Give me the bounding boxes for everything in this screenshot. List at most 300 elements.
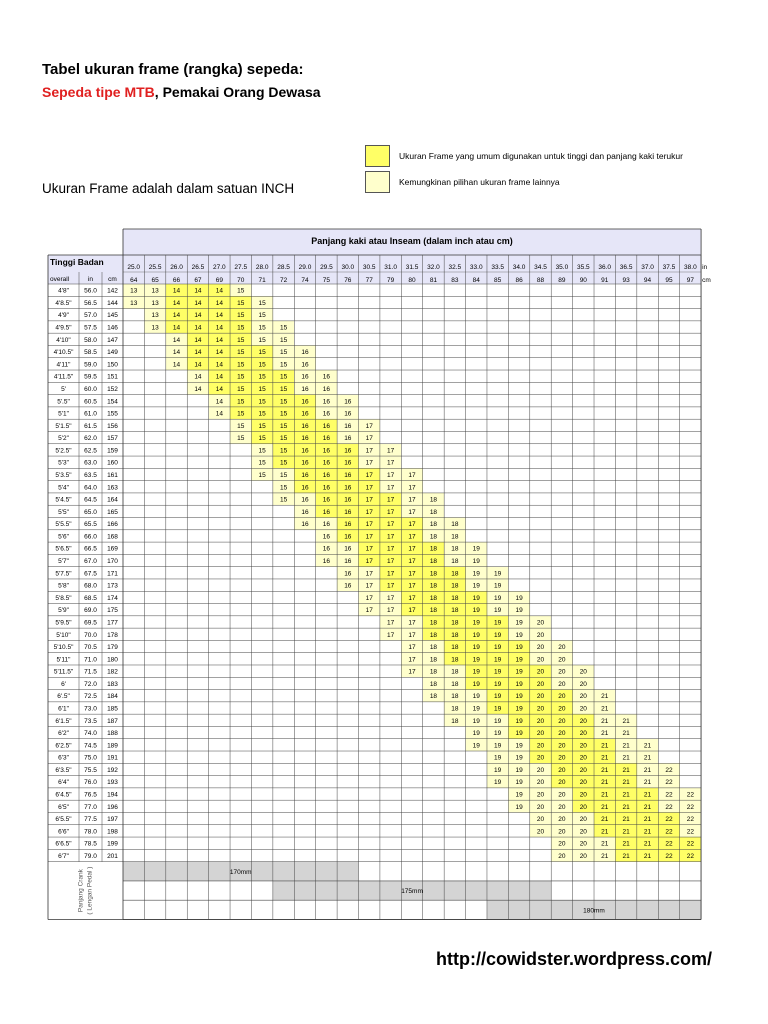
frame-size-value: 16 xyxy=(322,435,331,443)
frame-size-value: 19 xyxy=(494,644,502,652)
frame-size-value: 19 xyxy=(494,631,502,639)
inseam-in-value: 34.5 xyxy=(534,264,547,271)
frame-size-value: 16 xyxy=(344,422,352,430)
frame-size-value: 14 xyxy=(215,398,223,406)
inseam-cm-value: 80 xyxy=(408,277,416,284)
frame-size-value: 16 xyxy=(322,558,331,566)
frame-size-value: 21 xyxy=(622,791,630,799)
bike-type: Sepeda tipe MTB xyxy=(42,84,155,100)
frame-size-value: 15 xyxy=(237,336,245,344)
frame-size-value: 20 xyxy=(536,779,545,787)
height-in: 65.0 xyxy=(84,508,97,516)
frame-size-value: 21 xyxy=(601,730,609,738)
height-cm: 194 xyxy=(107,791,118,799)
frame-size-value: 19 xyxy=(494,766,502,774)
unit-in-label: in xyxy=(702,264,708,271)
height-in: 63.5 xyxy=(84,471,97,479)
height-cm: 174 xyxy=(107,594,118,602)
frame-size-value: 21 xyxy=(622,852,630,860)
height-overall: 4'9" xyxy=(58,312,69,320)
frame-size-value: 22 xyxy=(665,779,673,787)
frame-size-value: 22 xyxy=(665,791,673,799)
frame-size-value: 21 xyxy=(622,803,630,811)
frame-size-value: 18 xyxy=(451,545,459,553)
frame-size-value: 17 xyxy=(408,533,416,541)
height-overall: 6'2" xyxy=(58,730,69,738)
frame-size-value: 18 xyxy=(429,533,438,541)
frame-size-value: 15 xyxy=(237,299,245,307)
frame-size-value: 21 xyxy=(643,791,652,799)
inseam-cm-value: 97 xyxy=(686,277,694,284)
frame-size-value: 18 xyxy=(451,705,459,713)
frame-size-value: 15 xyxy=(279,361,288,369)
height-cm: 163 xyxy=(107,484,118,492)
frame-size-value: 21 xyxy=(643,828,652,836)
frame-size-value: 20 xyxy=(558,754,566,762)
height-cm: 165 xyxy=(107,508,118,516)
frame-size-value: 18 xyxy=(451,631,459,639)
height-overall: 5'11.5" xyxy=(53,668,74,676)
frame-size-value: 15 xyxy=(237,385,245,393)
frame-size-value: 20 xyxy=(536,680,545,688)
source-url[interactable]: http://cowidster.wordpress.com/ xyxy=(436,949,713,969)
frame-size-value: 19 xyxy=(515,656,523,664)
height-cm: 182 xyxy=(107,668,118,676)
height-overall: 5'1" xyxy=(58,410,69,418)
frame-size-value: 18 xyxy=(451,582,459,590)
frame-size-value: 21 xyxy=(622,730,630,738)
frame-size-value: 18 xyxy=(429,582,438,590)
frame-size-value: 17 xyxy=(387,533,395,541)
frame-size-value: 20 xyxy=(536,644,545,652)
height-in: 61.0 xyxy=(84,410,97,418)
inseam-in-value: 26.5 xyxy=(191,264,205,271)
height-overall: 4'8" xyxy=(58,287,69,295)
height-cm: 191 xyxy=(107,754,118,762)
frame-size-value: 16 xyxy=(322,373,331,381)
frame-size-value: 22 xyxy=(686,816,694,824)
height-overall: 6'3.5" xyxy=(55,766,72,774)
inseam-in-value: 29.0 xyxy=(298,264,312,271)
frame-size-value: 14 xyxy=(215,336,223,344)
legend-primary-text: Ukuran Frame yang umum digunakan untuk tinggi dan panjang kaki terukur xyxy=(399,151,683,161)
frame-size-value: 17 xyxy=(365,582,373,590)
frame-size-value: 18 xyxy=(429,607,438,615)
height-overall: 6' xyxy=(61,680,66,688)
frame-size-value: 14 xyxy=(194,349,202,357)
frame-size-value: 16 xyxy=(344,533,352,541)
frame-size-value: 16 xyxy=(301,373,309,381)
frame-size-value: 19 xyxy=(515,594,523,602)
frame-size-value: 15 xyxy=(258,312,266,320)
inseam-in-value: 35.5 xyxy=(576,264,590,271)
frame-size-value: 20 xyxy=(558,717,566,725)
height-in: 68.5 xyxy=(84,594,97,602)
frame-size-value: 16 xyxy=(344,582,352,590)
frame-size-value: 16 xyxy=(301,471,309,479)
height-in: 61.5 xyxy=(84,422,97,430)
frame-size-value: 19 xyxy=(515,693,523,701)
height-in: 75.5 xyxy=(84,766,97,774)
frame-size-value: 19 xyxy=(494,594,502,602)
frame-size-value: 16 xyxy=(322,508,331,516)
frame-size-value: 20 xyxy=(558,840,566,848)
frame-size-value: 17 xyxy=(408,521,416,529)
frame-size-value: 19 xyxy=(472,607,480,615)
height-overall: 6'1" xyxy=(58,705,69,713)
height-cm: 146 xyxy=(107,324,118,332)
frame-size-value: 20 xyxy=(579,816,587,824)
height-cm: 201 xyxy=(107,852,118,860)
frame-size-value: 19 xyxy=(515,668,523,676)
frame-size-value: 20 xyxy=(558,705,566,713)
height-overall: 5'3" xyxy=(58,459,69,467)
frame-size-value: 15 xyxy=(237,435,245,443)
frame-size-value: 16 xyxy=(301,521,309,529)
frame-size-value: 14 xyxy=(194,324,202,332)
body-height-title: Tinggi Badan xyxy=(50,257,104,267)
frame-size-value: 20 xyxy=(558,779,566,787)
inseam-cm-value: 95 xyxy=(665,277,673,284)
frame-size-value: 22 xyxy=(665,852,673,860)
height-cm: 197 xyxy=(107,816,118,824)
crank-bar-label: 175mm xyxy=(401,888,423,896)
frame-size-value: 15 xyxy=(258,398,266,406)
frame-size-value: 21 xyxy=(601,816,609,824)
frame-size-value: 19 xyxy=(515,791,523,799)
height-overall: 6'6" xyxy=(58,828,69,836)
frame-size-value: 17 xyxy=(408,484,416,492)
inseam-cm-value: 90 xyxy=(579,277,587,284)
frame-size-value: 21 xyxy=(622,766,630,774)
height-in: 71.0 xyxy=(84,656,97,664)
frame-size-value: 14 xyxy=(215,349,223,357)
height-overall: 6'4.5" xyxy=(55,791,72,799)
frame-size-value: 15 xyxy=(279,496,288,504)
inseam-in-value: 31.0 xyxy=(384,264,397,271)
frame-size-value: 17 xyxy=(387,545,395,553)
frame-size-value: 16 xyxy=(322,410,331,418)
frame-size-value: 16 xyxy=(322,385,331,393)
frame-size-value: 17 xyxy=(408,631,416,639)
height-in: 62.5 xyxy=(84,447,97,455)
inseam-cm-value: 81 xyxy=(429,277,438,284)
frame-size-value: 20 xyxy=(536,717,545,725)
inseam-in-value: 38.0 xyxy=(684,264,697,271)
inseam-in-value: 37.0 xyxy=(641,264,654,271)
height-in: 72.0 xyxy=(84,680,97,688)
frame-size-value: 14 xyxy=(215,324,223,332)
frame-size-value: 17 xyxy=(387,582,395,590)
frame-size-value: 14 xyxy=(215,410,223,418)
height-cm: 185 xyxy=(107,705,118,713)
height-cm: 187 xyxy=(107,717,118,725)
frame-size-value: 19 xyxy=(515,742,523,750)
frame-size-value: 19 xyxy=(515,705,523,713)
frame-size-value: 20 xyxy=(579,730,587,738)
frame-size-value: 15 xyxy=(258,422,266,430)
frame-size-value: 17 xyxy=(365,607,373,615)
col-overall-label: overall xyxy=(50,276,70,283)
height-in: 60.5 xyxy=(84,398,97,406)
frame-size-value: 17 xyxy=(408,607,416,615)
frame-size-value: 20 xyxy=(536,631,545,639)
frame-size-value: 16 xyxy=(344,398,352,406)
height-cm: 144 xyxy=(107,299,118,307)
frame-size-value: 20 xyxy=(579,754,587,762)
height-overall: 6'.5" xyxy=(57,693,70,701)
frame-size-value: 19 xyxy=(472,705,480,713)
frame-size-value: 18 xyxy=(451,558,459,566)
frame-size-value: 15 xyxy=(279,349,288,357)
inseam-cm-value: 71 xyxy=(258,277,266,284)
frame-size-value: 20 xyxy=(536,730,545,738)
inseam-in-value: 27.0 xyxy=(213,264,226,271)
frame-size-value: 21 xyxy=(601,754,609,762)
frame-size-value: 16 xyxy=(344,496,352,504)
height-cm: 164 xyxy=(107,496,118,504)
height-cm: 175 xyxy=(107,607,118,615)
height-cm: 192 xyxy=(107,766,118,774)
frame-size-value: 16 xyxy=(344,484,352,492)
inseam-in-value: 28.0 xyxy=(255,264,269,271)
frame-size-value: 20 xyxy=(558,644,566,652)
frame-size-value: 16 xyxy=(301,410,309,418)
frame-size-value: 18 xyxy=(429,594,438,602)
frame-size-value: 20 xyxy=(536,742,545,750)
height-in: 78.5 xyxy=(84,840,97,848)
frame-size-value: 21 xyxy=(643,766,652,774)
height-in: 74.0 xyxy=(84,730,97,738)
height-cm: 160 xyxy=(107,459,118,467)
frame-size-value: 19 xyxy=(515,607,523,615)
inseam-cm-value: 88 xyxy=(536,277,545,284)
frame-size-value: 18 xyxy=(451,619,459,627)
height-overall: 5'9.5" xyxy=(55,619,72,627)
frame-size-value: 17 xyxy=(408,558,416,566)
unit-note: Ukuran Frame adalah dalam satuan INCH xyxy=(42,181,295,196)
inseam-in-value: 25.0 xyxy=(127,264,141,271)
frame-size-value: 21 xyxy=(622,779,630,787)
height-in: 67.0 xyxy=(84,558,97,566)
frame-size-value: 22 xyxy=(686,840,694,848)
inseam-in-value: 35.0 xyxy=(555,264,569,271)
frame-size-value: 17 xyxy=(408,594,416,602)
frame-size-value: 17 xyxy=(408,619,416,627)
frame-size-value: 18 xyxy=(429,631,438,639)
height-in: 69.0 xyxy=(84,607,97,615)
frame-size-value: 20 xyxy=(579,668,587,676)
frame-size-value: 14 xyxy=(215,299,223,307)
frame-size-value: 20 xyxy=(536,656,545,664)
frame-size-value: 21 xyxy=(601,828,609,836)
frame-size-value: 18 xyxy=(429,545,438,553)
height-in: 68.0 xyxy=(84,582,97,590)
frame-size-value: 19 xyxy=(494,668,502,676)
crank-bar-label: 170mm xyxy=(229,868,252,876)
frame-size-value: 19 xyxy=(472,680,480,688)
frame-size-value: 22 xyxy=(665,803,673,811)
frame-size-value: 17 xyxy=(387,631,395,639)
inseam-title: Panjang kaki atau Inseam (dalam inch atau cm) xyxy=(311,236,513,246)
inseam-in-value: 31.5 xyxy=(405,264,419,271)
height-overall: 5'1.5" xyxy=(55,422,72,430)
frame-size-value: 16 xyxy=(344,545,352,553)
frame-size-value: 17 xyxy=(365,570,373,578)
frame-size-value: 20 xyxy=(558,656,566,664)
frame-size-value: 20 xyxy=(558,730,566,738)
frame-size-value: 19 xyxy=(472,742,480,750)
height-in: 65.5 xyxy=(84,521,97,529)
frame-size-value: 20 xyxy=(579,852,587,860)
frame-size-value: 16 xyxy=(301,435,309,443)
frame-size-value: 14 xyxy=(215,385,223,393)
frame-size-value: 16 xyxy=(322,422,331,430)
frame-size-value: 21 xyxy=(601,779,609,787)
frame-size-value: 15 xyxy=(279,385,288,393)
height-cm: 157 xyxy=(107,435,118,443)
height-in: 77.5 xyxy=(84,816,97,824)
frame-size-value: 20 xyxy=(579,742,587,750)
height-overall: 5'9" xyxy=(58,607,69,615)
frame-size-value: 20 xyxy=(558,680,566,688)
height-overall: 6'1.5" xyxy=(55,717,72,725)
frame-size-value: 21 xyxy=(622,840,630,848)
frame-size-value: 22 xyxy=(686,852,694,860)
frame-size-value: 20 xyxy=(558,816,566,824)
frame-size-value: 19 xyxy=(472,619,480,627)
frame-size-value: 14 xyxy=(194,312,202,320)
frame-size-value: 19 xyxy=(494,570,502,578)
height-overall: 4'9.5" xyxy=(55,324,72,332)
height-cm: 183 xyxy=(107,680,118,688)
frame-size-value: 19 xyxy=(494,779,502,787)
frame-size-value: 16 xyxy=(301,361,309,369)
frame-size-value: 19 xyxy=(472,717,480,725)
height-overall: 5'.5" xyxy=(57,398,70,406)
height-overall: 5'6.5" xyxy=(55,545,72,553)
crank-length-label xyxy=(78,867,94,915)
frame-size-value: 19 xyxy=(494,680,502,688)
height-cm: 166 xyxy=(107,521,118,529)
frame-size-value: 20 xyxy=(579,680,587,688)
frame-size-value: 20 xyxy=(536,828,545,836)
frame-size-value: 19 xyxy=(515,766,523,774)
frame-size-value: 16 xyxy=(344,558,352,566)
frame-size-value: 15 xyxy=(237,422,245,430)
frame-size-value: 15 xyxy=(279,336,288,344)
frame-size-value: 22 xyxy=(665,840,673,848)
frame-size-value: 19 xyxy=(472,730,480,738)
frame-size-value: 16 xyxy=(322,533,331,541)
frame-size-value: 14 xyxy=(194,336,202,344)
frame-size-value: 19 xyxy=(494,730,502,738)
inseam-cm-value: 70 xyxy=(237,277,245,284)
inseam-in-value: 28.5 xyxy=(277,264,290,271)
frame-size-value: 17 xyxy=(365,422,373,430)
inseam-cm-value: 72 xyxy=(279,277,288,284)
frame-size-value: 21 xyxy=(622,754,630,762)
frame-size-value: 15 xyxy=(279,410,288,418)
frame-size-value: 14 xyxy=(172,312,181,320)
frame-size-value: 19 xyxy=(472,582,480,590)
frame-size-value: 19 xyxy=(494,717,502,725)
frame-size-value: 21 xyxy=(643,779,652,787)
frame-size-value: 17 xyxy=(408,570,416,578)
legend-secondary-text: Kemungkinan pilihan ukuran frame lainnya xyxy=(399,177,560,187)
height-cm: 178 xyxy=(107,631,118,639)
inseam-cm-value: 94 xyxy=(643,277,652,284)
frame-size-value: 16 xyxy=(301,385,309,393)
inseam-cm-value: 89 xyxy=(558,277,566,284)
frame-size-value: 16 xyxy=(322,471,331,479)
frame-size-value: 19 xyxy=(515,730,523,738)
col-in-label: in xyxy=(87,276,94,283)
inseam-in-value: 25.5 xyxy=(148,264,162,271)
frame-size-value: 16 xyxy=(344,447,352,455)
frame-size-value: 14 xyxy=(172,361,181,369)
frame-size-value: 15 xyxy=(258,471,266,479)
frame-size-value: 20 xyxy=(536,619,545,627)
height-cm: 199 xyxy=(107,840,118,848)
frame-size-value: 19 xyxy=(515,631,523,639)
frame-size-value: 16 xyxy=(301,349,309,357)
frame-size-value: 22 xyxy=(686,791,694,799)
height-cm: 151 xyxy=(107,373,118,381)
frame-size-value: 17 xyxy=(387,496,395,504)
inseam-in-value: 36.5 xyxy=(619,264,633,271)
frame-size-value: 19 xyxy=(472,644,480,652)
frame-size-value: 19 xyxy=(472,631,480,639)
inseam-cm-value: 91 xyxy=(601,277,609,284)
frame-size-value: 15 xyxy=(237,398,245,406)
height-in: 76.0 xyxy=(84,779,97,787)
frame-size-value: 17 xyxy=(387,508,395,516)
height-in: 57.5 xyxy=(84,324,97,332)
frame-size-value: 20 xyxy=(536,803,545,811)
height-overall: 6'3" xyxy=(58,754,69,762)
col-cm-label: cm xyxy=(108,276,117,283)
height-cm: 188 xyxy=(107,730,118,738)
frame-size-value: 14 xyxy=(172,336,181,344)
frame-size-value: 14 xyxy=(172,324,181,332)
height-in: 70.0 xyxy=(84,631,97,639)
height-overall: 5' xyxy=(61,385,66,393)
frame-size-value: 17 xyxy=(408,582,416,590)
inseam-cm-value: 84 xyxy=(472,277,480,284)
height-cm: 147 xyxy=(107,336,118,344)
height-cm: 180 xyxy=(107,656,118,664)
frame-size-value: 19 xyxy=(515,754,523,762)
height-overall: 6'7" xyxy=(58,852,69,860)
frame-size-value: 19 xyxy=(494,742,502,750)
frame-size-value: 15 xyxy=(279,435,288,443)
frame-size-value: 22 xyxy=(686,803,694,811)
frame-size-value: 15 xyxy=(258,324,266,332)
frame-size-value: 17 xyxy=(387,619,395,627)
frame-size-value: 22 xyxy=(665,816,673,824)
inseam-cm-value: 65 xyxy=(151,277,159,284)
frame-size-value: 13 xyxy=(151,299,159,307)
height-overall: 6'5" xyxy=(58,803,69,811)
frame-size-value: 15 xyxy=(237,287,245,295)
frame-size-value: 20 xyxy=(579,779,587,787)
height-overall: 5'4.5" xyxy=(55,496,72,504)
frame-size-value: 21 xyxy=(601,766,609,774)
frame-size-value: 13 xyxy=(151,287,159,295)
frame-size-value: 21 xyxy=(601,791,609,799)
frame-size-value: 14 xyxy=(194,361,202,369)
